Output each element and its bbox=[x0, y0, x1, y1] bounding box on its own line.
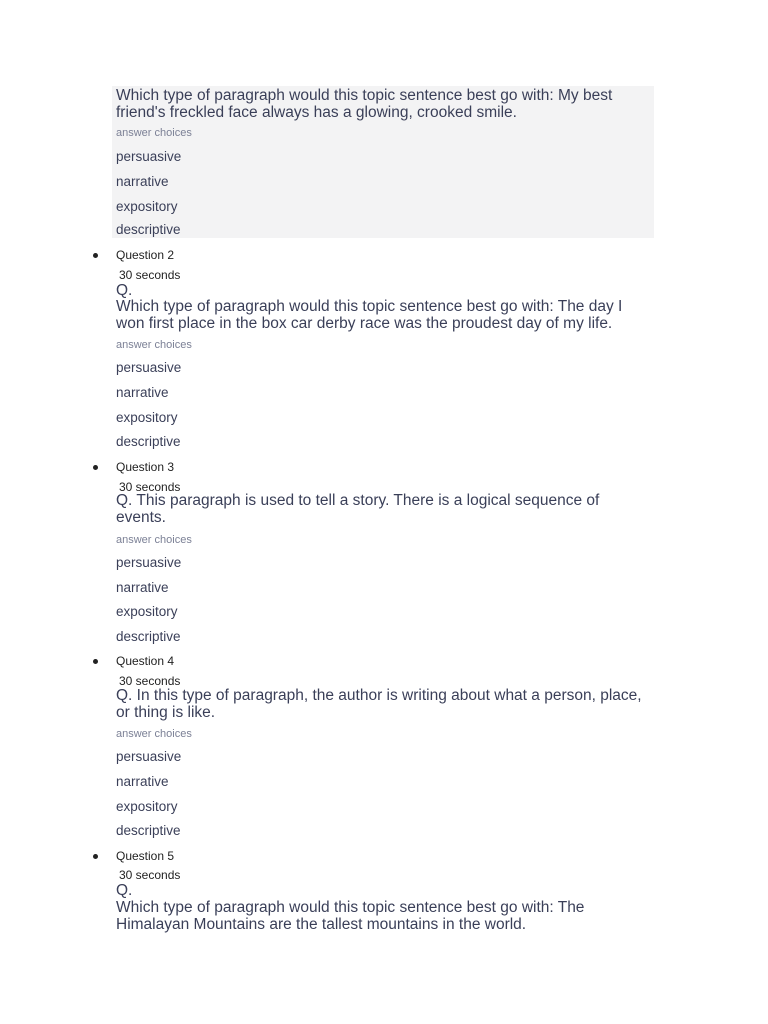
question-4-number: Question 4 bbox=[116, 654, 175, 668]
question-5-number: Question 5 bbox=[116, 849, 175, 863]
question-5-text: Which type of paragraph would this topic sentence best go with: The Himalayan Mountains are the tallest mountains in the world. bbox=[116, 899, 585, 933]
question-5-timer: 30 seconds bbox=[119, 868, 181, 882]
question-2-number: Question 2 bbox=[116, 248, 175, 262]
question-4-choice-expository[interactable]: expository bbox=[116, 799, 178, 814]
question-1-choice-narrative[interactable]: narrative bbox=[116, 174, 169, 189]
question-3-choice-expository[interactable]: expository bbox=[116, 604, 178, 619]
question-3-choice-descriptive[interactable]: descriptive bbox=[116, 629, 181, 644]
answer-choices-label: answer choices bbox=[116, 339, 192, 351]
question-3-text: Q. This paragraph is used to tell a story. There is a logical sequence of events. bbox=[116, 492, 600, 526]
question-5-prefix: Q. bbox=[116, 882, 133, 899]
question-3-timer: 30 seconds bbox=[119, 480, 181, 494]
question-2-choice-expository[interactable]: expository bbox=[116, 410, 178, 425]
question-1-choice-descriptive[interactable]: descriptive bbox=[116, 222, 181, 237]
question-3-choice-persuasive[interactable]: persuasive bbox=[116, 555, 182, 570]
question-2-choice-descriptive[interactable]: descriptive bbox=[116, 434, 181, 449]
list-bullet bbox=[93, 465, 98, 470]
question-2-choice-persuasive[interactable]: persuasive bbox=[116, 360, 182, 375]
question-3-number: Question 3 bbox=[116, 460, 175, 474]
answer-choices-label: answer choices bbox=[116, 728, 192, 740]
list-bullet bbox=[93, 854, 98, 859]
question-2-text: Which type of paragraph would this topic sentence best go with: The day I won first place in the box car derby race was the proudest day of my life. bbox=[116, 298, 623, 332]
answer-choices-label: answer choices bbox=[116, 127, 192, 139]
question-4-choice-descriptive[interactable]: descriptive bbox=[116, 823, 181, 838]
question-1-choice-persuasive[interactable]: persuasive bbox=[116, 149, 182, 164]
question-2-timer: 30 seconds bbox=[119, 268, 181, 282]
question-1-choice-expository[interactable]: expository bbox=[116, 199, 178, 214]
question-4-text: Q. In this type of paragraph, the author is writing about what a person, place, or thing is like. bbox=[116, 687, 642, 721]
list-bullet bbox=[93, 659, 98, 664]
question-2-prefix: Q. bbox=[116, 282, 133, 299]
question-3-choice-narrative[interactable]: narrative bbox=[116, 580, 169, 595]
question-4-choice-narrative[interactable]: narrative bbox=[116, 774, 169, 789]
question-4-choice-persuasive[interactable]: persuasive bbox=[116, 749, 182, 764]
question-2-choice-narrative[interactable]: narrative bbox=[116, 385, 169, 400]
question-1-text: Which type of paragraph would this topic sentence best go with: My best friend's freckled face always has a glowing, crooked smile. bbox=[116, 87, 613, 121]
list-bullet bbox=[93, 253, 98, 258]
answer-choices-label: answer choices bbox=[116, 534, 192, 546]
question-4-timer: 30 seconds bbox=[119, 674, 181, 688]
